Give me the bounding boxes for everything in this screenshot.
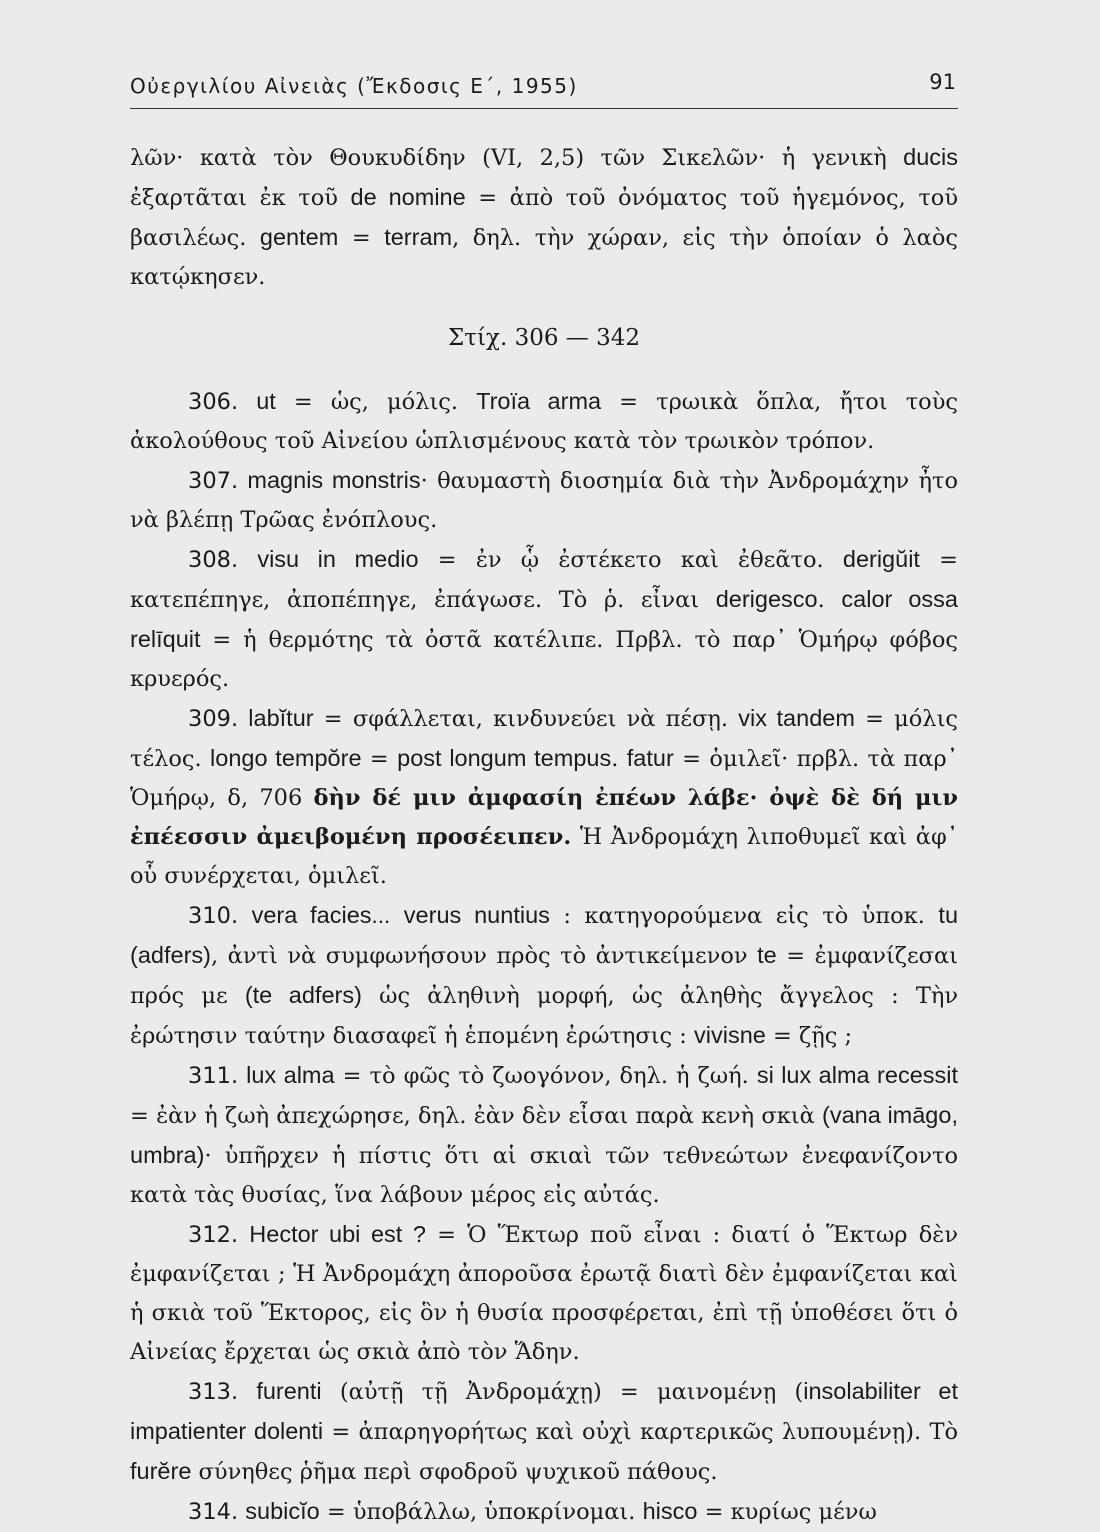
note-313 [130,1372,958,1492]
latin-term: gentem [259,224,339,250]
greek-text: = κατεπέπηγε, ἀποπέπηγε, ἐπάγωσε. Τὸ ῥ. εἶναι [130,547,959,613]
note-307 [130,461,958,540]
section-heading: Στίχ. 306 — 342 [448,325,640,351]
greek-text: = τρωικὰ ὅπλα, ἤτοι τοὺς ἀκολούθους τοῦ Αἰνείου ὡπλισμένους κατὰ τὸν τρωικὸν τρόπον. [130,389,958,454]
latin-term: furenti [256,1378,322,1404]
page-header [130,70,958,109]
greek-text: = κυρίως μένω [697,1499,877,1525]
latin-term: labĭtur [248,705,314,731]
latin-term: ducis [903,144,958,170]
greek-text: = ἡ θερμότης τὰ ὀστᾶ κατέλιπε. Πρβλ. τὸ παρ᾽ Ὁμήρῳ φόβος κρυερός. [130,627,958,692]
greek-text: , δηλ. τὴν χώραν, εἰς τὴν ὁποίαν ὁ λαὸς κατῴκησεν. [130,225,958,290]
latin-term: vix tandem [738,705,855,731]
greek-text: = ὑποβάλλω, ὑποκρίνομαι. [319,1499,643,1525]
verse-number: 307. [188,468,248,494]
note-308 [130,540,958,699]
latin-term: verus nuntius [403,902,550,928]
latin-term: calor ossa relīquit [130,586,958,652]
greek-text: · ὑπῆρχεν ἡ πίστις ὅτι αἱ σκιαὶ τῶν τεθνεώτων ἐνεφανίζοντο κατὰ τὰς θυσίας, ἵνα λάβουν μέρος εἰς αὐτάς. [130,1143,958,1208]
latin-term: longo tempŏre [210,745,362,771]
latin-term: furĕre [130,1458,192,1484]
greek-text: = ἀπὸ τοῦ ὀνόματος τοῦ ἡγεμόνος, τοῦ βασιλέως. [130,185,958,251]
latin-term: derigŭit [842,546,920,572]
latin-term: vera facies [251,902,372,928]
greek-text: = σφάλλεται, κινδυνεύει νὰ πέσῃ. [313,706,739,732]
latin-term: fatur [626,745,674,771]
greek-text: = Ὁ Ἕκτωρ ποῦ εἶναι : διατί ὁ Ἕκτωρ δὲν ἐμφανίζεται ; Ἡ Ἀνδρομάχη ἀποροῦσα ἐρωτᾷ διατὶ δὲν ἐμφανίζεται καὶ ἡ σκιὰ τοῦ Ἕκτορος, εἰς ὃν ἡ θυσία προσφέρεται, ἐπὶ τῇ ὑποθέσει ὅτι ὁ Αἰνείας ἔρχεται ὡς σκιὰ ἀπὸ τὸν Ἅδην. [130,1222,958,1365]
greek-text: = ζῇς ; [765,1023,853,1049]
intro-paragraph [130,138,958,297]
greek-text: = μόλις τέλος. [130,706,958,772]
latin-term: te [757,942,777,968]
greek-text: . [817,587,842,613]
latin-term: ut [256,388,276,414]
greek-text: ἐξαρτᾶται ἐκ τοῦ [130,185,351,211]
running-title: Οὐεργιλίου Αἰνειὰς (Ἔκδοσις Ε΄, 1955) [130,74,578,98]
note-314 [130,1492,958,1532]
latin-term: de nomine [350,184,466,210]
greek-text: = [338,225,385,251]
note-311 [130,1056,958,1215]
greek-text: = ἀπαρηγορήτως καὶ οὐχὶ καρτερικῶς λυπουμένῃ). Τὸ [323,1419,959,1445]
greek-text: . [611,746,627,772]
latin-term: insolabiliter et impatienter dolenti [130,1378,959,1444]
page-number: 91 [929,70,956,94]
greek-text: = [361,746,398,772]
latin-term: terram [384,224,453,250]
greek-text: = ἐν ᾧ ἐστέκετο καὶ ἐθεᾶτο. [418,547,843,573]
latin-term: si lux alma recessit [756,1062,959,1088]
latin-term: magnis monstris [247,467,421,493]
note-309 [130,699,958,896]
greek-text: = ἐμφανίζεσαι πρός με [130,943,958,1009]
latin-term: derigesco [715,586,818,612]
verse-number: 308. [188,547,258,573]
latin-term: subicĭo [245,1498,320,1524]
greek-text: : κατηγορούμενα εἰς τὸ ὑποκ. [549,903,939,929]
latin-term: lux alma [246,1062,335,1088]
verse-number: 309. [188,706,249,732]
latin-term: visu in medio [257,546,419,572]
greek-text: = ἐὰν ἡ ζωὴ ἀπεχώρησε, δηλ. ἐὰν δὲν εἶσαι παρὰ κενὴ σκιὰ [130,1103,823,1129]
latin-term: hisco [642,1498,698,1524]
ellipsis: ... [371,903,391,928]
latin-term: Troïa arma [476,388,602,414]
greek-text: (αὐτῇ τῇ Ἀνδρομάχῃ) = μαινομένῃ ( [321,1379,804,1405]
verse-number: 313. [188,1379,257,1405]
latin-term: (te adfers) [244,982,362,1008]
verse-number: 310. [188,903,252,929]
verse-number: 311. [188,1063,247,1089]
greek-text: Ἡ Ἀνδρομάχη λιποθυμεῖ καὶ ἀφ᾽ οὗ συνέρχεται, ὁμιλεῖ. [130,824,959,889]
latin-term: Hector ubi est ? [249,1221,426,1247]
greek-text: = ὁμιλεῖ· πρβλ. τὰ παρ᾽ Ὁμήρῳ, δ, 706 [130,746,958,811]
verse-number: 312. [188,1222,250,1248]
greek-text: · θαυμαστὴ διοσημία διὰ τὴν Ἀνδρομάχην ἦτο νὰ βλέπῃ Τρῶας ἐνόπλους. [130,468,959,533]
latin-term: post longum tempus [397,745,612,771]
greek-text: , ἀντὶ νὰ συμφωνήσουν πρὸς τὸ ἀντικείμενον [210,943,758,969]
commentary-text [130,138,958,1532]
greek-text: ὡς ἀληθινὴ μορφή, ὡς ἀληθὴς ἄγγελος : Τὴν ἐρώτησιν ταύτην διασαφεῖ ἡ ἑπομένη ἐρώτησις : [130,983,958,1049]
note-306 [130,382,958,461]
note-312 [130,1215,958,1372]
verse-number: 314. [188,1499,246,1525]
verse-number: 306. [188,389,257,415]
latin-term: tu (adfers) [130,902,959,968]
latin-term: (vana imāgo, umbra) [130,1102,958,1168]
greek-text: = ὡς, μόλις. [275,389,477,415]
note-310 [130,896,958,1056]
latin-term: vivisne [694,1022,766,1048]
homer-quote: δὴν δέ μιν ἀμφασίη ἐπέων λάβε· ὀψὲ δὲ δή μιν ἐπέεσσιν ἀμειβομένη προσέειπεν. [130,785,958,850]
greek-text: λῶν· κατὰ τὸν Θουκυδίδην (VI, 2,5) τῶν Σικελῶν· ἡ γενικὴ [130,145,904,171]
greek-text: = τὸ φῶς τὸ ζωογόνον, δηλ. ἡ ζωή. [334,1063,757,1089]
greek-text: σύνηθες ῥῆμα περὶ σφοδροῦ ψυχικοῦ πάθους. [191,1459,718,1485]
